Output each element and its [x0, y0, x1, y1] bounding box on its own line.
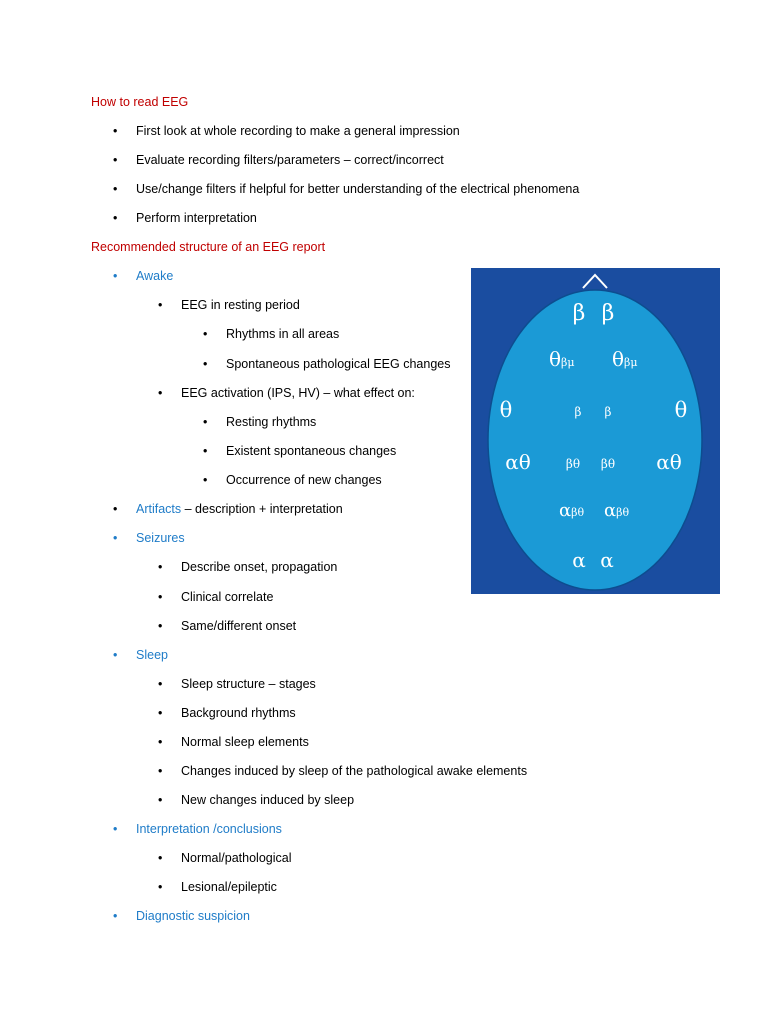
rhythm-label: αθ	[505, 450, 531, 474]
list-item: New changes induced by sleep	[181, 793, 355, 807]
rhythm-symbol: α	[604, 500, 617, 521]
bullet	[158, 793, 162, 807]
list-item: EEG in resting period	[181, 298, 300, 312]
list-item: Occurrence of new changes	[226, 473, 382, 487]
bullet	[203, 473, 207, 487]
rhythm-subscript: βθ	[571, 506, 585, 519]
rhythm-label: αθ	[656, 450, 682, 474]
bullet	[113, 182, 117, 196]
list-item: Background rhythms	[181, 706, 296, 720]
list-item: Same/different onset	[181, 619, 297, 633]
rhythm-label: θ	[499, 398, 513, 422]
bullet	[158, 880, 162, 894]
list-item: Clinical correlate	[181, 590, 274, 604]
list-item: Lesional/epileptic	[181, 880, 277, 894]
rhythm-label: βθ	[600, 457, 616, 471]
rhythm-label: β	[604, 405, 612, 419]
list-item: Existent spontaneous changes	[226, 444, 397, 458]
section-diagnostic-suspicion: Diagnostic suspicion	[136, 909, 250, 923]
bullet	[158, 764, 162, 778]
rhythm-symbol: θ	[549, 347, 562, 371]
head-outline	[488, 290, 702, 590]
artifacts-description: – description + interpretation	[181, 502, 343, 516]
head-diagram	[471, 268, 720, 594]
rhythm-symbol: θ	[612, 347, 625, 371]
rhythm-label: α	[572, 548, 586, 572]
list-item: Changes induced by sleep of the pathological awake elements	[181, 764, 528, 778]
rhythm-label: α	[600, 548, 614, 572]
list-item: Use/change filters if helpful for better understanding of the electrical phenomena	[136, 182, 580, 196]
rhythm-label: θ	[674, 398, 688, 422]
list-item: Rhythms in all areas	[226, 327, 340, 341]
bullet	[113, 153, 117, 167]
rhythm-label: β	[574, 405, 582, 419]
list-item: Resting rhythms	[226, 415, 317, 429]
nose-icon	[583, 275, 607, 288]
bullet	[158, 851, 162, 865]
section-interpretation: Interpretation /conclusions	[136, 822, 282, 836]
list-item: Sleep structure – stages	[181, 677, 316, 691]
rhythm-subscript: βμ	[624, 356, 638, 369]
bullet	[158, 560, 162, 574]
list-item: Perform interpretation	[136, 211, 257, 225]
heading-how-to-read: How to read EEG	[91, 95, 189, 109]
eeg-head-figure	[471, 268, 720, 594]
artifacts-label: Artifacts	[136, 502, 182, 516]
rhythm-subscript: βθ	[616, 506, 630, 519]
bullet	[158, 298, 162, 312]
list-item: Spontaneous pathological EEG changes	[226, 357, 451, 371]
bullet	[113, 909, 117, 923]
bullet	[203, 415, 207, 429]
rhythm-label: β	[601, 301, 615, 326]
bullet	[113, 269, 117, 283]
section-seizures: Seizures	[136, 531, 185, 545]
rhythm-subscript: βμ	[561, 356, 575, 369]
bullet	[203, 327, 207, 341]
bullet	[113, 648, 117, 662]
rhythm-symbol: α	[559, 500, 572, 521]
bullet	[158, 619, 162, 633]
bullet	[203, 357, 207, 371]
bullet	[158, 386, 162, 400]
rhythm-label: β	[572, 301, 586, 326]
bullet	[158, 677, 162, 691]
list-item: Normal sleep elements	[181, 735, 309, 749]
list-item: Evaluate recording filters/parameters – correct/incorrect	[136, 153, 444, 167]
bullet	[113, 531, 117, 545]
section-artifacts	[136, 502, 343, 516]
bullet	[158, 706, 162, 720]
section-sleep: Sleep	[136, 648, 168, 662]
bullet	[158, 590, 162, 604]
bullet	[203, 444, 207, 458]
list-item: EEG activation (IPS, HV) – what effect on:	[181, 386, 415, 400]
bullet	[158, 735, 162, 749]
bullet	[113, 822, 117, 836]
list-item: Normal/pathological	[181, 851, 292, 865]
bullet	[113, 211, 117, 225]
bullet	[113, 124, 117, 138]
section-awake: Awake	[136, 269, 174, 283]
heading-recommended-structure: Recommended structure of an EEG report	[91, 240, 326, 254]
bullet	[113, 502, 117, 516]
list-item: First look at whole recording to make a general impression	[136, 124, 460, 138]
list-item: Describe onset, propagation	[181, 560, 338, 574]
rhythm-label: βθ	[565, 457, 581, 471]
